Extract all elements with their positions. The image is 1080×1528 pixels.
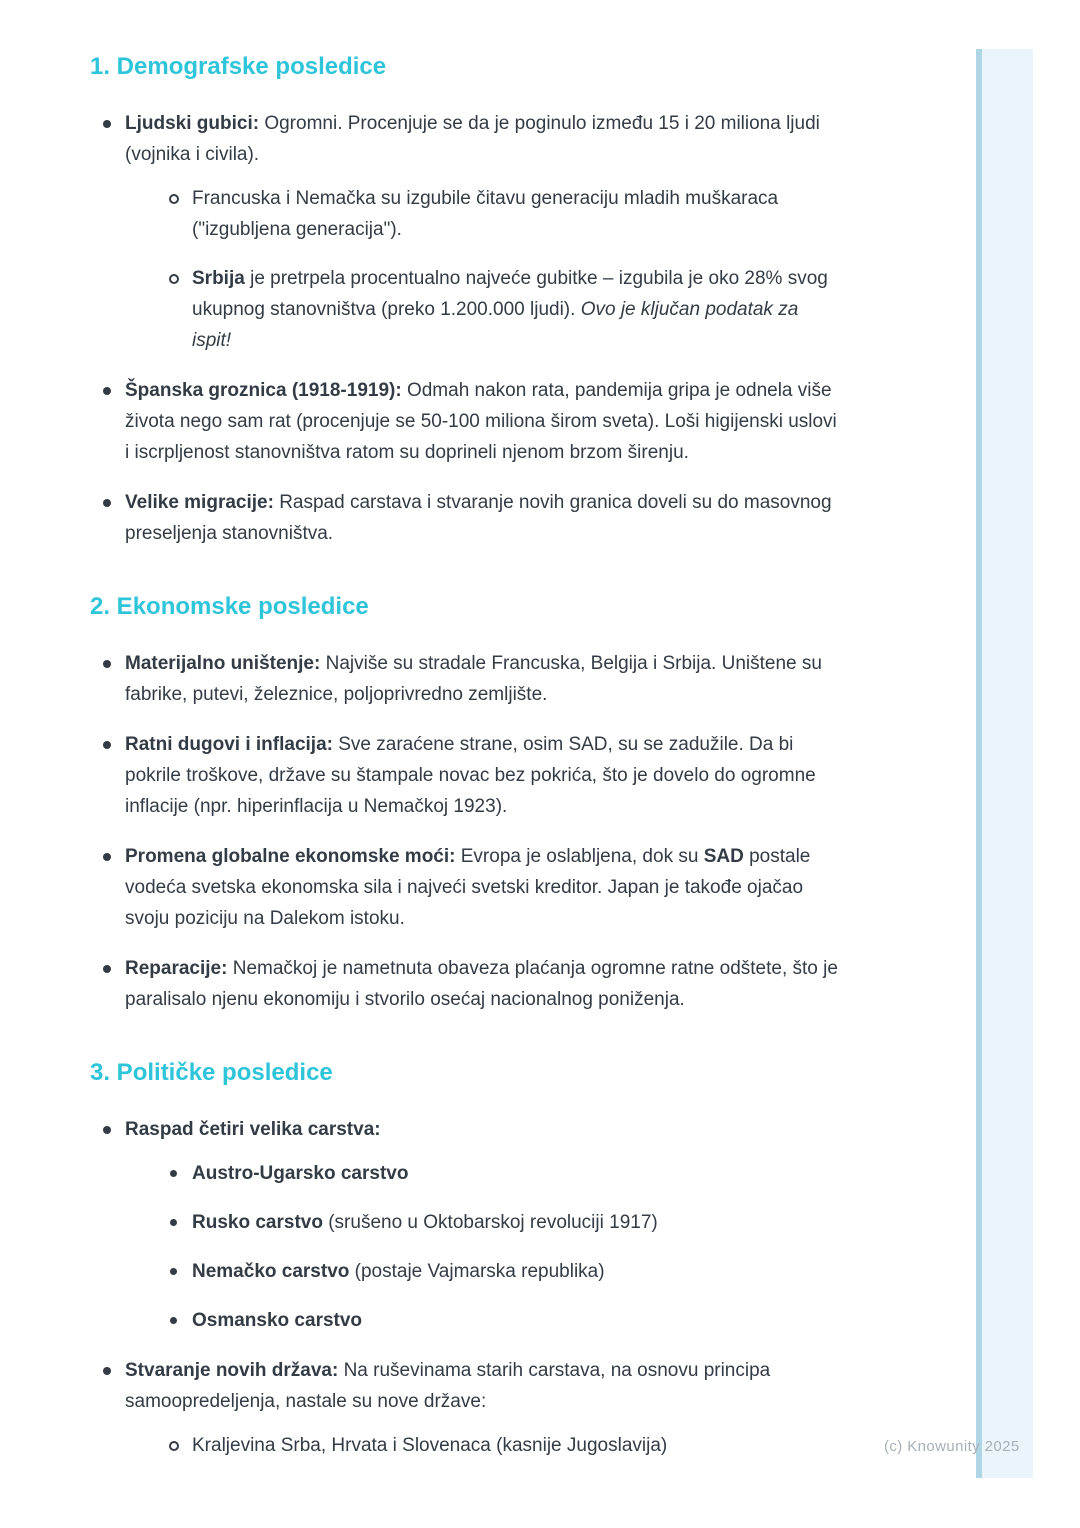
section-heading: 3. Političke posledice xyxy=(90,1059,333,1086)
text-run: Nemačko carstvo xyxy=(192,1261,350,1282)
text-run: Na ruševinama starih carstava, na osnovu principa samoopredeljenja, nastale su nove države: xyxy=(125,1360,771,1412)
list-item xyxy=(157,183,838,245)
section-heading: 1. Demografske posledice xyxy=(90,53,387,80)
circle-bullet-icon xyxy=(169,274,179,284)
bullet-icon xyxy=(103,1126,111,1134)
text-run: Sve zaraćene strane, osim SAD, su se zadužile. Da bi pokrile troškove, države su štampale novac bez pokrića, što je dovelo do ogromne inflacije (npr. hiperinflacija u Nemačkoj 1923). xyxy=(125,734,816,817)
text-run: (srušeno u Oktobarskoj revoluciji 1917) xyxy=(322,1212,658,1233)
list-item xyxy=(90,487,838,549)
item-text xyxy=(192,1212,658,1233)
text-run: Ogromni. Procenjuje se da je poginulo između 15 i 20 miliona ljudi (vojnika i civila). xyxy=(125,113,820,165)
list-item xyxy=(90,841,838,934)
list-item xyxy=(157,263,838,356)
list-item xyxy=(157,1158,838,1189)
text-run: Raspad carstava i stvaranje novih granica doveli su do masovnog preseljenja stanovništva. xyxy=(125,492,832,544)
item-text xyxy=(192,1435,667,1456)
bullet-icon xyxy=(103,120,111,128)
watermark: (c) Knowunity 2025 xyxy=(884,1438,1020,1455)
item-text xyxy=(125,113,820,165)
item-text xyxy=(192,1310,362,1331)
bullet-icon xyxy=(103,660,111,668)
text-run: Francuska i Nemačka su izgubile čitavu generaciju mladih muškaraca ("izgubljena generacija"). xyxy=(192,188,779,240)
item-text xyxy=(192,188,778,240)
text-run: Austro-Ugarsko carstvo xyxy=(192,1163,409,1184)
list-item xyxy=(157,1207,838,1238)
text-run: Osmansko carstvo xyxy=(192,1310,363,1331)
list-item xyxy=(157,1256,838,1287)
bullet-icon xyxy=(103,1367,111,1375)
sub-bullet-list xyxy=(157,1158,838,1336)
bullet-icon xyxy=(103,387,111,395)
bullet-icon xyxy=(170,1268,177,1275)
list-item xyxy=(90,729,838,822)
item-text xyxy=(192,1261,605,1282)
circle-bullet-icon xyxy=(169,1441,179,1451)
text-run: (postaje Vajmarska republika) xyxy=(349,1261,605,1282)
bullet-icon xyxy=(103,853,111,861)
bullet-list xyxy=(90,108,838,549)
text-run: Odmah nakon rata, pandemija gripa je odnela više života nego sam rat (procenjuje se 50-100 miliona širom sveta). Loši higijenski uslovi i iscrpljenost stanovništva ratom su doprineli njenom brzom širenju. xyxy=(125,380,837,463)
item-text xyxy=(125,653,822,705)
text-run: Raspad četiri velika carstva: xyxy=(125,1119,381,1140)
list-item xyxy=(90,108,838,356)
bullet-icon xyxy=(170,1317,177,1324)
text-run: Materijalno uništenje: xyxy=(125,653,321,674)
list-item xyxy=(90,375,838,468)
bullet-list xyxy=(90,1114,838,1461)
item-text xyxy=(192,268,828,351)
circle-bullet-icon xyxy=(169,194,179,204)
sub-bullet-list xyxy=(157,183,838,356)
text-run: Reparacije: xyxy=(125,958,228,979)
section-heading: 2. Ekonomske posledice xyxy=(90,593,369,620)
text-run: Rusko carstvo xyxy=(192,1212,323,1233)
item-text xyxy=(125,1360,770,1412)
bullet-icon xyxy=(170,1170,177,1177)
text-run: Španska groznica (1918-1919): xyxy=(125,380,402,401)
item-text xyxy=(125,1119,381,1140)
text-run: Ljudski gubici: xyxy=(125,113,260,134)
list-item xyxy=(90,648,838,710)
text-run: SAD xyxy=(703,846,744,867)
list-item xyxy=(157,1305,838,1336)
list-item xyxy=(90,953,838,1015)
text-run: Ratni dugovi i inflacija: xyxy=(125,734,333,755)
right-side-panel xyxy=(976,49,1033,1478)
list-item xyxy=(157,1430,838,1461)
item-text xyxy=(125,734,816,817)
item-text xyxy=(125,492,832,544)
list-item xyxy=(90,1114,838,1336)
text-run: Evropa je oslabljena, dok su xyxy=(455,846,704,867)
list-item xyxy=(90,1355,838,1461)
bullet-icon xyxy=(103,499,111,507)
item-text xyxy=(125,958,838,1010)
bullet-list xyxy=(90,648,838,1015)
text-run: Stvaranje novih država: xyxy=(125,1360,339,1381)
sub-bullet-list xyxy=(157,1430,838,1461)
bullet-icon xyxy=(170,1219,177,1226)
text-run: Ovo je ključan podatak za ispit! xyxy=(192,299,799,351)
text-run: postale vodeća svetska ekonomska sila i najveći svetski kreditor. Japan je takođe ojačao svoju poziciju na Dalekom istoku. xyxy=(125,846,811,929)
bullet-icon xyxy=(103,965,111,973)
text-run: Nemačkoj je nametnuta obaveza plaćanja ogromne ratne odštete, što je paralisalo njenu ekonomiju i stvorilo osećaj nacionalnog poniženja. xyxy=(125,958,838,1010)
item-text xyxy=(192,1163,408,1184)
item-text xyxy=(125,380,837,463)
item-text xyxy=(125,846,810,929)
text-run: Najviše su stradale Francuska, Belgija i Srbija. Uništene su fabrike, putevi, železnice, poljoprivredno zemljište. xyxy=(125,653,822,705)
text-run: Velike migracije: xyxy=(125,492,274,513)
text-run: Promena globalne ekonomske moći: xyxy=(125,846,456,867)
text-run: Srbija xyxy=(192,268,245,289)
text-run: Kraljevina Srba, Hrvata i Slovenaca (kasnije Jugoslavija) xyxy=(192,1435,668,1456)
text-run: je pretrpela procentualno najveće gubitke – izgubila je oko 28% svog ukupnog stanovništva (preko 1.200.000 ljudi). xyxy=(192,268,828,320)
bullet-icon xyxy=(103,741,111,749)
